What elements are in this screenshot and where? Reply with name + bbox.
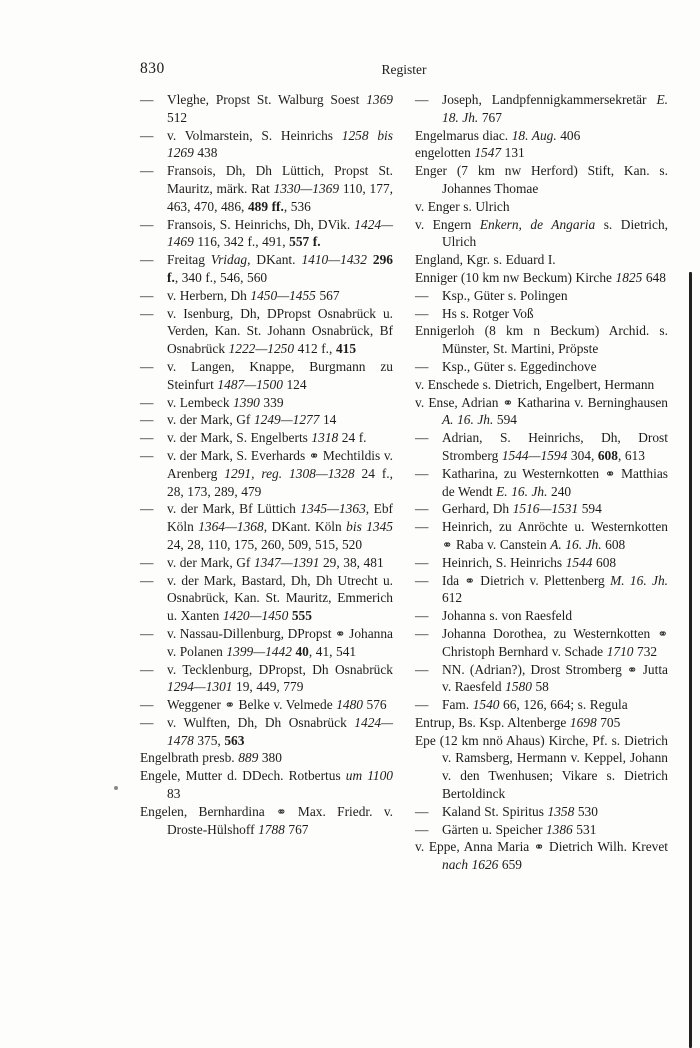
entry-dash: — <box>415 519 429 535</box>
page-header <box>140 60 668 80</box>
marriage-symbol: ⚭ <box>464 572 475 588</box>
scan-artifact-line <box>689 272 692 1048</box>
entry-dash: — <box>140 447 154 463</box>
entry-dash: — <box>140 412 154 428</box>
register-entry: — v. Tecklenburg, DPropst, Dh Osnabrück 1294—1301 19, 449, 779 <box>140 661 393 695</box>
register-entry: — v. Langen, Knappe, Burgmann zu Steinfurt 1487—1500 124 <box>140 358 393 392</box>
marriage-symbol: ⚭ <box>533 839 545 855</box>
register-entry: — v. der Mark, Bf Lüttich 1345—1363, Ebf Köln 1364—1368, DKant. Köln bis 1345 24, 28, 110, 175, 260, 509, 515, 520 <box>140 501 393 552</box>
marriage-symbol: ⚭ <box>627 661 638 677</box>
entry-dash: — <box>415 501 429 517</box>
register-entry: engelotten 1547 131 <box>415 145 525 161</box>
register-entry: — Joseph, Landpfennigkammersekretär E. 18. Jh. 767 <box>415 92 668 125</box>
entry-dash: — <box>415 625 429 641</box>
entry-dash: — <box>140 252 154 268</box>
register-entry: Engelmarus diac. 18. Aug. 406 <box>415 127 581 143</box>
entry-dash: — <box>415 697 429 713</box>
entry-dash: — <box>415 554 429 570</box>
register-entry: — v. Wulften, Dh, Dh Osnabrück 1424—1478 375, 563 <box>140 714 393 748</box>
register-entry: — NN. (Adrian?), Drost Stromberg ⚭ Jutta v. Raesfeld 1580 58 <box>415 661 668 695</box>
scan-artifact-speck <box>114 786 118 790</box>
register-entry: — v. der Mark, S. Everhards ⚭ Mechtildis v. Arenberg 1291, reg. 1308—1328 24 f., 28, 173, 289, 479 <box>140 447 394 499</box>
page-title: Register <box>381 62 427 77</box>
entry-dash: — <box>415 608 429 624</box>
register-entry: Engele, Mutter d. DDech. Rotbertus um 1100 83 <box>140 768 393 802</box>
entry-dash: — <box>140 216 154 232</box>
register-entry: — Ida ⚭ Dietrich v. Plettenberg M. 16. Jh. 612 <box>415 572 669 606</box>
entry-dash: — <box>140 92 154 107</box>
register-entry: — v. der Mark, Bastard, Dh, Dh Utrecht u. Osnabrück, Kan. St. Mauritz, Emmerich u. Xanten 1420—1450 555 <box>140 572 393 624</box>
register-entry: — Adrian, S. Heinrichs, Dh, Drost Stromberg 1544—1594 304, 608, 613 <box>415 430 668 463</box>
register-entry: Entrup, Bs. Ksp. Altenberge 1698 705 <box>415 714 621 730</box>
register-entry: — Kaland St. Spiritus 1358 530 <box>415 803 598 819</box>
register-entry: — Johanna Dorothea, zu Westernkotten ⚭ Christoph Bernhard v. Schade 1710 732 <box>415 625 668 659</box>
entry-dash: — <box>415 572 429 588</box>
register-entry: — v. Isenburg, Dh, DPropst Osnabrück u. Verden, Kan. St. Johann Osnabrück, Bf Osnabrück 1222—1250 412 f., 415 <box>140 305 393 357</box>
entry-dash: — <box>415 358 429 374</box>
register-entry: — Fransois, Dh, Dh Lüttich, Propst St. Mauritz, märk. Rat 1330—1369 110, 177, 463, 470, 486, 489 ff., 536 <box>140 163 393 214</box>
register-entry: — v. Herbern, Dh 1450—1455 567 <box>140 287 340 303</box>
entry-dash: — <box>140 697 154 713</box>
register-entry: — v. der Mark, Gf 1347—1391 29, 38, 481 <box>140 554 384 570</box>
entry-dash: — <box>415 465 429 481</box>
register-entry: — Johanna s. von Raesfeld <box>415 608 573 624</box>
marriage-symbol: ⚭ <box>308 447 320 463</box>
register-entry: — Fransois, S. Heinrichs, Dh, DVik. 1424—1469 116, 342 f., 491, 557 f. <box>140 216 393 250</box>
entry-dash: — <box>415 430 429 446</box>
register-entry: Engelen, Bernhardina ⚭ Max. Friedr. v. Droste-Hülshoff 1788 767 <box>140 803 394 837</box>
entry-dash: — <box>140 127 154 143</box>
register-entry: — Weggener ⚭ Belke v. Velmede 1480 576 <box>140 697 387 713</box>
page-number: 830 <box>140 60 165 77</box>
entry-dash: — <box>140 501 154 517</box>
register-entry: Engelbrath presb. 889 380 <box>140 750 282 766</box>
marriage-symbol: ⚭ <box>224 697 235 713</box>
register-entry: — Gärten u. Speicher 1386 531 <box>415 821 597 837</box>
marriage-symbol: ⚭ <box>502 394 514 410</box>
marriage-symbol: ⚭ <box>604 465 616 481</box>
entry-dash: — <box>140 430 154 446</box>
entry-dash: — <box>140 625 154 641</box>
register-entry: — Hs s. Rotger Voß <box>415 305 534 321</box>
register-entry: — Katharina, zu Westernkotten ⚭ Matthias de Wendt E. 16. Jh. 240 <box>415 465 668 499</box>
register-column-right <box>415 91 668 874</box>
entry-dash: — <box>140 287 154 303</box>
register-column-left <box>140 91 393 838</box>
register-entry: — Heinrich, S. Heinrichs 1544 608 <box>415 554 617 570</box>
register-entry: — Ksp., Güter s. Polingen <box>415 287 568 303</box>
register-entry: — Fam. 1540 66, 126, 664; s. Regula <box>415 697 628 713</box>
register-entry: v. Enger s. Ulrich <box>415 198 510 214</box>
register-entry: — Vleghe, Propst St. Walburg Soest 1369 512 <box>140 92 393 125</box>
register-entry: — Heinrich, zu Anröchte u. Westernkotten ⚭ Raba v. Canstein A. 16. Jh. 608 <box>415 519 668 552</box>
register-entry: Ennigerloh (8 km n Beckum) Archid. s. Münster, St. Martini, Pröpste <box>415 323 668 357</box>
entry-dash: — <box>415 305 429 321</box>
entry-dash: — <box>415 821 429 837</box>
entry-dash: — <box>415 92 429 107</box>
register-entry: v. Engern Enkern, de Angaria s. Dietrich, Ulrich <box>415 216 669 250</box>
marriage-symbol: ⚭ <box>657 625 668 641</box>
register-entry: Enniger (10 km nw Beckum) Kirche 1825 648 <box>415 269 666 285</box>
entry-dash: — <box>415 287 429 303</box>
entry-dash: — <box>140 554 154 570</box>
register-entry: v. Enschede s. Dietrich, Engelbert, Hermann <box>415 376 655 392</box>
marriage-symbol: ⚭ <box>442 536 453 552</box>
register-entry: v. Eppe, Anna Maria ⚭ Dietrich Wilh. Krevet nach 1626 659 <box>415 839 669 873</box>
entry-dash: — <box>140 163 154 179</box>
register-entry: England, Kgr. s. Eduard I. <box>415 252 556 268</box>
register-entry: — v. der Mark, Gf 1249—1277 14 <box>140 412 337 428</box>
register-entry: v. Ense, Adrian ⚭ Katharina v. Berninghausen A. 16. Jh. 594 <box>415 394 668 428</box>
register-entry: — v. Volmarstein, S. Heinrichs 1258 bis 1269 438 <box>140 127 393 161</box>
marriage-symbol: ⚭ <box>276 803 287 819</box>
marriage-symbol: ⚭ <box>335 625 346 641</box>
entry-dash: — <box>140 305 154 321</box>
register-entry: Epe (12 km nnö Ahaus) Kirche, Pf. s. Dietrich v. Ramsberg, Hermann v. Keppel, Johann v. den Twenhusen; Vikare s. Dietrich Bertoldinck <box>415 732 668 802</box>
entry-dash: — <box>140 714 154 730</box>
register-entry: Enger (7 km nw Herford) Stift, Kan. s. Johannes Thomae <box>415 163 668 196</box>
entry-dash: — <box>140 572 154 588</box>
register-entry: — Gerhard, Dh 1516—1531 594 <box>415 501 602 517</box>
entry-dash: — <box>415 803 429 819</box>
register-entry: — v. Lembeck 1390 339 <box>140 394 284 410</box>
register-entry: — v. Nassau-Dillenburg, DPropst ⚭ Johanna v. Polanen 1399—1442 40, 41, 541 <box>140 625 393 659</box>
entry-dash: — <box>140 394 154 410</box>
entry-dash: — <box>140 358 154 374</box>
register-entry: — Ksp., Güter s. Eggedinchove <box>415 358 597 374</box>
register-entry: — v. der Mark, S. Engelberts 1318 24 f. <box>140 430 367 446</box>
entry-dash: — <box>415 661 429 677</box>
register-entry: — Freitag Vridag, DKant. 1410—1432 296 f., 340 f., 546, 560 <box>140 252 393 285</box>
entry-dash: — <box>140 661 154 677</box>
